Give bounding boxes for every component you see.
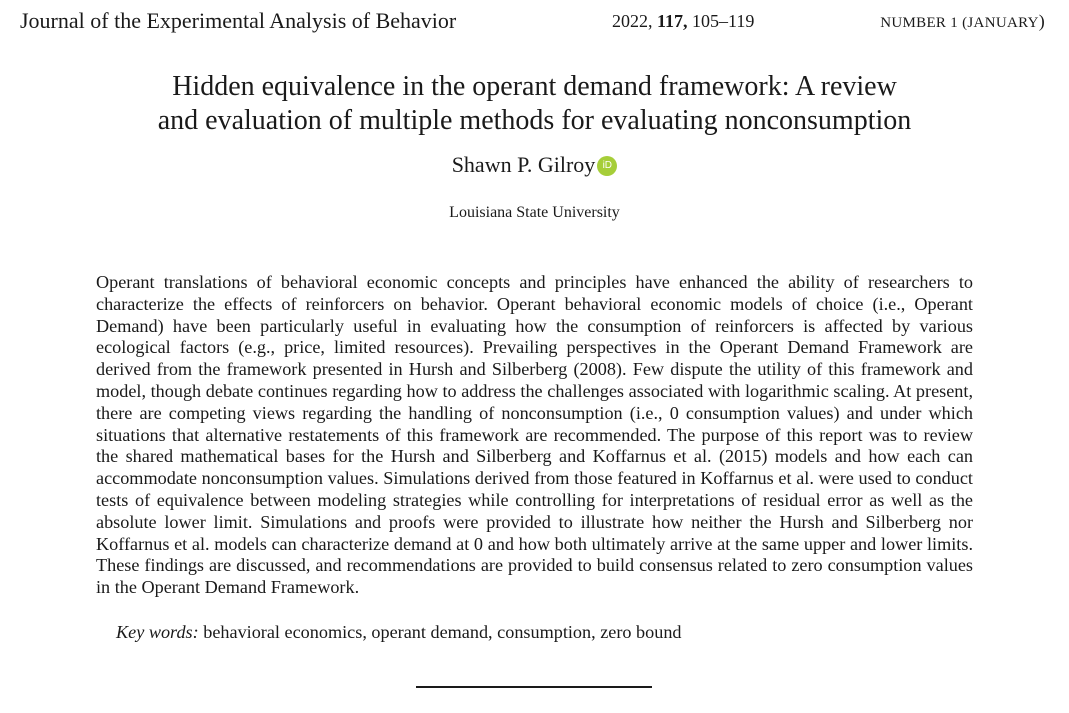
title-line-1: Hidden equivalence in the operant demand framework: A review <box>172 71 897 102</box>
author-line <box>0 152 1069 178</box>
article-title <box>0 70 1069 138</box>
title-line-2: and evaluation of multiple methods for evaluating nonconsumption <box>157 105 912 136</box>
issue-number <box>880 11 1045 32</box>
issue-prefix: NUMBER 1 ( <box>880 15 968 31</box>
keywords-label: Key words: <box>116 622 199 642</box>
keywords <box>116 622 682 643</box>
issue-month: JANUARY <box>967 15 1039 31</box>
orcid-icon[interactable]: iD <box>597 156 617 176</box>
abstract-text: Operant translations of behavioral economic concepts and principles have enhanced the ability of researchers to characterize the effects of reinforcers on behavior. Operant behavioral economic models of choice (i.e., Operant Demand) have been particularly useful in evaluating how the consumption of reinforcers is affected by various ecological factors (e.g., price, limited resources). Prevailing perspectives in the Operant Demand Framework are derived from the framework presented in Hursh and Silberberg (2008). Few dispute the utility of this framework and model, though debate continues regarding how to address the challenges associated with logarithmic scaling. At present, there are competing views regarding the handling of nonconsumption (i.e., 0 consumption values) and under which situations that alternative restatements of this framework are recommended. The purpose of this report was to review the shared mathematical bases for the Hursh and Silberberg and Koffarnus et al. (2015) models and how each can accommodate nonconsumption values. Simulations derived from those featured in Koffarnus et al. were used to conduct tests of equivalence between modeling strategies while controlling for interpretations of residual error as well as the absolute lower limit. Simulations and proofs were provided to illustrate how neither the Hursh and Silberberg nor Koffarnus et al. models can characterize demand at 0 and how both ultimately arrive at the same upper and lower limits. These findings are discussed, and recommendations are provided to build consensus related to zero consumption values in the Operant Demand Framework. <box>96 272 973 598</box>
citation <box>612 11 754 32</box>
keywords-list: behavioral economics, operant demand, consumption, zero bound <box>203 622 682 642</box>
issue-suffix: ) <box>1038 11 1045 31</box>
affiliation: Louisiana State University <box>449 204 620 221</box>
citation-pages: 105–119 <box>692 11 755 31</box>
journal-header <box>20 8 1045 38</box>
citation-volume: 117, <box>657 11 688 31</box>
citation-year: 2022, <box>612 11 653 31</box>
journal-title: Journal of the Experimental Analysis of Behavior <box>20 8 457 33</box>
author-name: Shawn P. Gilroy <box>451 152 596 177</box>
section-divider <box>416 686 652 688</box>
